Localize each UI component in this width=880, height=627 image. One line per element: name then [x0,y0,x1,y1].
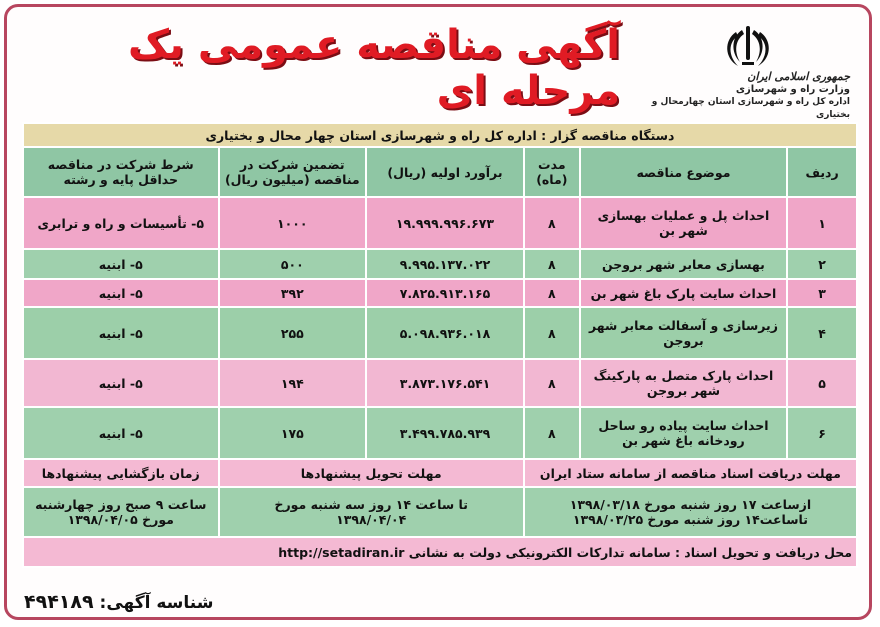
ministry-name: وزارت راه و شهرسازی [735,84,850,95]
col-header-guarantee: تضمین شرکت در مناقصه (میلیون ریال) [219,147,367,197]
row-duration: ۸ [524,249,580,279]
row-subject: احداث سایت پیاده رو ساحل رودخانه باغ شهر بن [580,407,787,459]
table-row [23,359,857,407]
row-guarantee: ۱۰۰۰ [219,197,367,249]
ad-id-label: شناسه آگهی: [99,593,214,613]
row-duration: ۸ [524,307,580,359]
row-duration: ۸ [524,359,580,407]
docs-deadline-to: تاساعت۱۴ روز شنبه مورخ ۱۳۹۸/۰۳/۲۵ [572,512,808,527]
row-duration: ۸ [524,407,580,459]
col-header-subject: موضوع مناقصه [580,147,787,197]
row-no: ۵ [787,359,857,407]
row-qualification: ۵- تأسیسات و راه و ترابری [23,197,219,249]
row-estimate: ۱۹.۹۹۹.۹۹۶.۶۷۳ [366,197,524,249]
ministry-block [620,70,850,122]
row-no: ۴ [787,307,857,359]
row-guarantee: ۱۹۴ [219,359,367,407]
row-qualification: ۵- ابنیه [23,279,219,307]
submit-deadline-value [219,487,524,537]
row-guarantee: ۵۰۰ [219,249,367,279]
tender-table [22,122,858,568]
row-subject: زیرسازی و آسفالت معابر شهر بروجن [580,307,787,359]
table-row [23,249,857,279]
row-guarantee: ۱۷۵ [219,407,367,459]
row-no: ۱ [787,197,857,249]
col-header-estimate: برآورد اولیه (ریال) [366,147,524,197]
delivery-label: محل دریافت و تحویل اسناد : سامانه تدارکات الکترونیکی دولت به نشانی [408,544,852,560]
row-subject: احداث سایت پارک باغ شهر بن [580,279,787,307]
delivery-row [23,537,857,567]
submit-deadline-line2: ۱۳۹۸/۰۴/۰۴ [336,512,407,527]
ad-id-value: ۴۹۴۱۸۹ [24,591,94,613]
row-estimate: ۹.۹۹۵.۱۳۷.۰۲۲ [366,249,524,279]
row-no: ۲ [787,249,857,279]
country-name: جمهوری اسلامی ایران [747,70,850,83]
col-header-qualification: شرط شرکت در مناقصه حداقل پایه و رشته [23,147,219,197]
row-subject: بهسازی معابر شهر بروجن [580,249,787,279]
submit-deadline-line1: تا ساعت ۱۴ روز سه شنبه مورخ [274,497,468,512]
docs-deadline-value [524,487,857,537]
table-row [23,279,857,307]
opening-time-header: زمان بازگشایی پیشنهادها [23,459,219,487]
page-title: آگهی مناقصه عمومی یک مرحله ای [127,22,620,114]
row-qualification: ۵- ابنیه [23,249,219,279]
row-estimate: ۳.۴۹۹.۷۸۵.۹۳۹ [366,407,524,459]
row-duration: ۸ [524,197,580,249]
row-no: ۶ [787,407,857,459]
row-qualification: ۵- ابنیه [23,359,219,407]
submit-deadline-header: مهلت تحویل پیشنهادها [219,459,524,487]
docs-deadline-header: مهلت دریافت اسناد مناقصه از سامانه ستاد ایران [524,459,857,487]
row-estimate: ۷.۸۲۵.۹۱۳.۱۶۵ [366,279,524,307]
docs-deadline-from: ازساعت ۱۷ روز شنبه مورخ ۱۳۹۸/۰۳/۱۸ [569,497,812,512]
row-subject: احداث پارک متصل به پارکینگ شهر بروجن [580,359,787,407]
row-no: ۳ [787,279,857,307]
row-duration: ۸ [524,279,580,307]
row-guarantee: ۳۹۲ [219,279,367,307]
row-qualification: ۵- ابنیه [23,407,219,459]
table-row [23,197,857,249]
table-row [23,407,857,459]
col-header-row-no: ردیف [787,147,857,197]
setadiran-link[interactable]: http://setadiran.ir [278,544,405,560]
ad-id [24,591,213,613]
table-row [23,307,857,359]
iran-emblem-icon [722,22,774,72]
row-estimate: ۵.۰۹۸.۹۳۶.۰۱۸ [366,307,524,359]
row-guarantee: ۲۵۵ [219,307,367,359]
authority-row: دستگاه مناقصه گزار : اداره کل راه و شهرسازی استان چهار محال و بختیاری [23,123,857,147]
organization-name: اداره کل راه و شهرسازی استان چهارمحال و بختیاری [651,97,850,120]
row-estimate: ۳.۸۷۳.۱۷۶.۵۴۱ [366,359,524,407]
row-subject: احداث پل و عملیات بهسازی شهر بن [580,197,787,249]
row-qualification: ۵- ابنیه [23,307,219,359]
col-header-duration: مدت (ماه) [524,147,580,197]
opening-time-value: ساعت ۹ صبح روز چهارشنبه مورخ ۱۳۹۸/۰۴/۰۵ [23,487,219,537]
